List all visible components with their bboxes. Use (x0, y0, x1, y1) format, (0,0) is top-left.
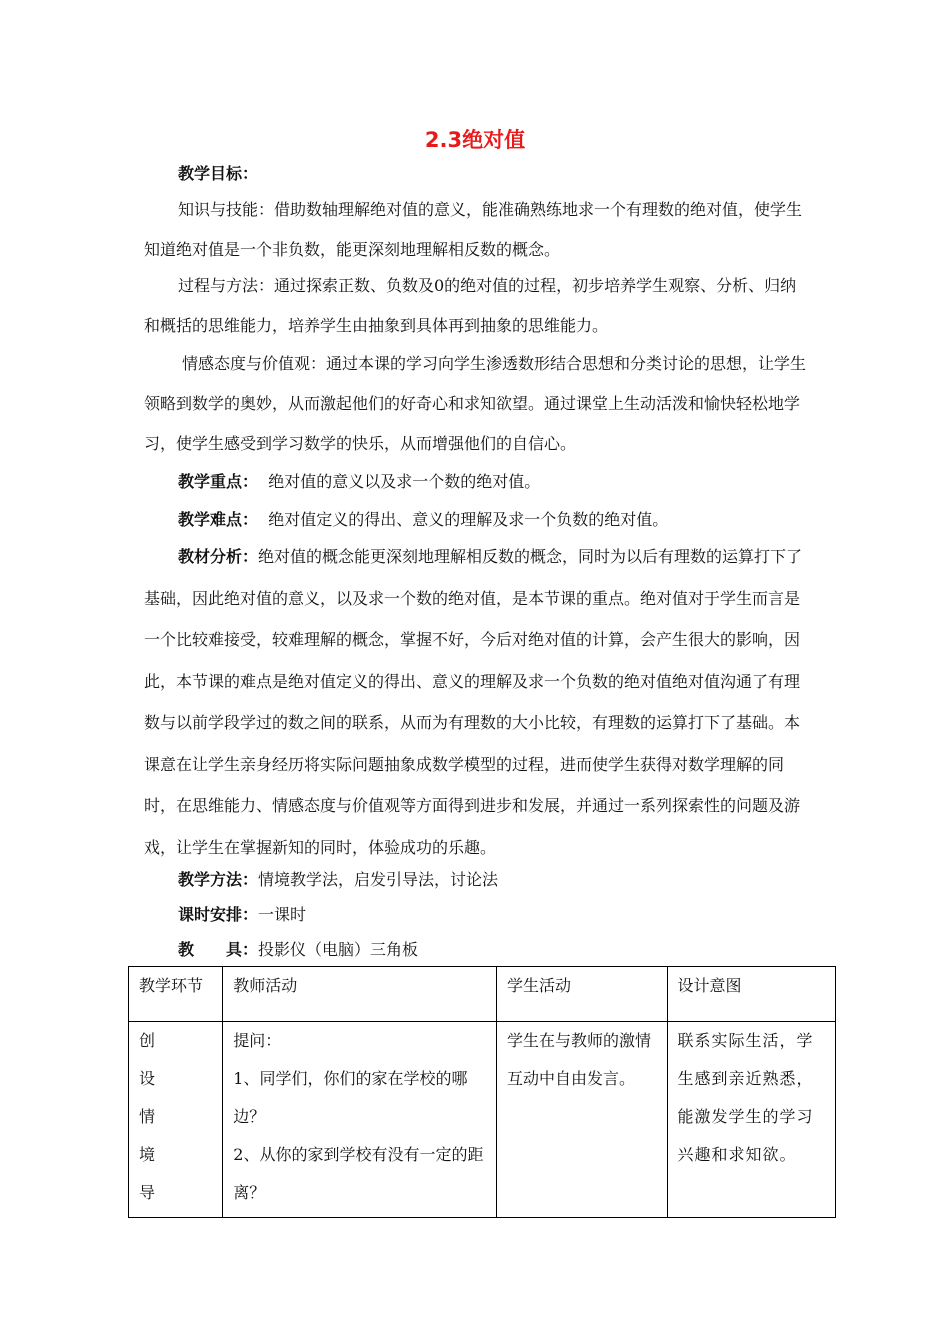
stage-char: 导 (139, 1183, 156, 1202)
difficulty-label: 教学难点： (178, 510, 259, 529)
key-point-text: 绝对值的意义以及求一个数的绝对值。 (268, 472, 541, 491)
table-row (129, 1022, 836, 1218)
difficulty-text: 绝对值定义的得出、意义的理解及求一个负数的绝对值。 (268, 510, 669, 529)
teaching-tools-text: 投影仪（电脑）三角板 (258, 940, 419, 959)
stage-cell (129, 1022, 223, 1218)
key-point (144, 462, 809, 502)
teaching-method-text: 情境教学法，启发引导法，讨论法 (258, 870, 499, 889)
objective-process-text: 过程与方法：通过探索正数、负数及0的绝对值的过程，初步培养学生观察、分析、归纳和概括的思维能力，培养学生由抽象到具体再到抽象的思维能力。 (144, 276, 797, 335)
table-header-row (129, 967, 836, 1022)
teaching-method (144, 860, 809, 900)
teaching-tools-label: 教 具： (178, 940, 259, 959)
student-activity-cell: 学生在与教师的激情互动中自由发言。 (497, 1022, 667, 1218)
teacher-line: 提问： (233, 1031, 282, 1050)
objectives-heading-label: 教学目标： (178, 164, 259, 183)
class-schedule-text: 一课时 (258, 905, 307, 924)
objective-knowledge-text: 知识与技能：借助数轴理解绝对值的意义，能准确熟练地求一个有理数的绝对值，使学生知道绝对值是一个非负数，能更深刻地理解相反数的概念。 (144, 200, 803, 259)
objective-emotion-text: 情感态度与价值观：通过本课的学习向学生渗透数形结合思想和分类讨论的思想，让学生领略到数学的奥妙，从而激起他们的好奇心和求知欲望。通过课堂上生动活泼和愉快轻松地学习，使学生感受到学习数学的快乐，从而增强他们的自信心。 (144, 354, 807, 453)
teaching-tools (144, 930, 809, 970)
material-analysis-text: 绝对值的概念能更深刻地理解相反数的概念，同时为以后有理数的运算打下了基础，因此绝对值的意义，以及求一个数的绝对值，是本节课的重点。绝对值对于学生而言是一个比较难接受，较难理解的概念，掌握不好，今后对绝对值的计算，会产生很大的影响，因此，本节课的难点是绝对值定义的得出、意义的理解及求一个负数的绝对值绝对值沟通了有理数与以前学段学过的数之间的联系，从而为有理数的大小比较，有理数的运算打下了基础。本课意在让学生亲身经历将实际问题抽象成数学模型的过程，进而使学生获得对数学理解的同时，在思维能力、情感态度与价值观等方面得到进步和发展，并通过一系列探索性的问题及游戏，让学生在掌握新知的同时，体验成功的乐趣。 (144, 547, 803, 857)
teacher-line: 2、从你的家到学校有没有一定的距离？ (233, 1145, 484, 1202)
objective-process (144, 266, 809, 346)
objective-knowledge (144, 190, 809, 270)
page-title: 2.3绝对值 (424, 128, 526, 152)
teacher-line: 1、同学们，你们的家在学校的哪边？ (233, 1069, 468, 1126)
key-point-label: 教学重点： (178, 472, 259, 491)
objective-emotion (144, 344, 809, 464)
teaching-method-label: 教学方法： (178, 870, 259, 889)
stage-char: 创 (139, 1031, 156, 1050)
stage-char: 设 (139, 1069, 156, 1088)
design-intent-cell: 联系实际生活，学生感到亲近熟悉，能激发学生的学习兴趣和求知欲。 (667, 1022, 836, 1218)
stage-char: 境 (139, 1145, 156, 1164)
header-teacher-activity: 教师活动 (223, 967, 497, 1022)
stage-char: 情 (139, 1107, 156, 1126)
lesson-plan-table (128, 966, 836, 1218)
class-schedule-label: 课时安排： (178, 905, 259, 924)
material-analysis-label: 教材分析： (178, 547, 259, 566)
header-student-activity: 学生活动 (497, 967, 667, 1022)
class-schedule (144, 895, 809, 935)
objectives-heading (144, 154, 809, 194)
header-design-intent: 设计意图 (667, 967, 836, 1022)
teacher-activity-cell (223, 1022, 497, 1218)
difficulty (144, 500, 809, 540)
material-analysis (144, 536, 809, 868)
header-stage: 教学环节 (129, 967, 223, 1022)
